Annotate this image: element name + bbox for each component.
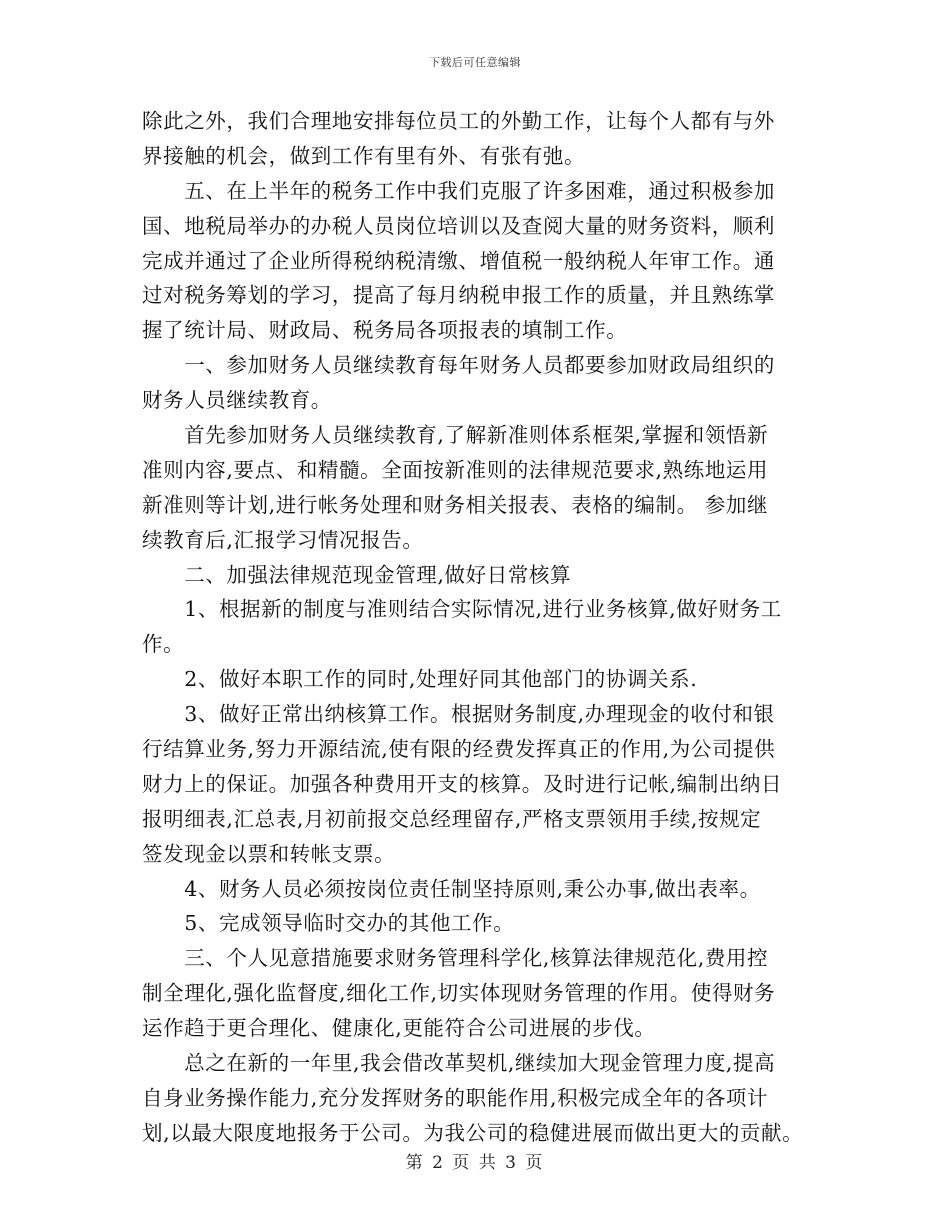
text-line: 5、完成领导临时交办的其他工作。 <box>142 911 515 936</box>
text-line: 准则内容,要点、和精髓。全面按新准则的法律规范要求,熟练地运用 <box>142 457 769 482</box>
text-line: 制全理化,强化监督度,细化工作,切实体现财务管理的作用。使得财务 <box>142 981 776 1006</box>
text-line: 签发现金以票和转帐支票。 <box>142 841 396 866</box>
text-line: 握了统计局、财政局、税务局各项报表的填制工作。 <box>142 318 628 343</box>
text-line: 除此之外，我们合理地安排每位员工的外勤工作，让每个人都有与外 <box>142 109 775 133</box>
text-line: 自身业务操作能力,充分发挥财务的职能作用,积极完成全年的各项计 <box>142 1085 769 1110</box>
text-line: 运作趋于更合理化、健康化,更能符合公司进展的步伐。 <box>142 1016 656 1041</box>
text-line: 过对税务筹划的学习，提高了每月纳税申报工作的质量，并且熟练掌 <box>142 283 775 308</box>
page-number: 第 2 页 共 3 页 <box>405 1153 545 1173</box>
text-line: 完成并通过了企业所得税纳税清缴、增值税一般纳税人年审工作。通 <box>142 248 775 273</box>
text-line: 首先参加财务人员继续教育,了解新准则体系框架,掌握和领悟新 <box>142 423 769 448</box>
text-line: 划,以最大限度地报务于公司。为我公司的稳健进展而做出更大的贡献。 <box>142 1120 804 1145</box>
text-line: 一、参加财务人员继续教育每年财务人员都要参加财政局组织的 <box>142 353 775 378</box>
text-line: 报明细表,汇总表,月初前报交总经理留存,严格支票领用手续,按规定 <box>142 806 762 831</box>
text-line: 新准则等计划,进行帐务处理和财务相关报表、表格的编制。 参加继 <box>142 492 769 517</box>
text-line: 行结算业务,努力开源结流,使有限的经费发挥真正的作用,为公司提供 <box>142 737 776 762</box>
text-line: 总之在新的一年里,我会借改革契机,继续加大现金管理力度,提高 <box>142 1051 776 1076</box>
text-line: 国、地税局举办的办税人员岗位培训以及查阅大量的财务资料，顺利 <box>142 213 775 238</box>
text-line: 续教育后,汇报学习情况报告。 <box>142 527 424 552</box>
text-line: 二、加强法律规范现金管理,做好日常核算 <box>142 562 572 587</box>
text-line: 3、做好正常出纳核算工作。根据财务制度,办理现金的收付和银 <box>142 702 775 727</box>
text-line: 2、做好本职工作的同时,处理好同其他部门的协调关系. <box>142 667 698 692</box>
text-line: 界接触的机会，做到工作有里有外、有张有弛。 <box>142 143 586 168</box>
text-line: 五、在上半年的税务工作中我们克服了许多困难，通过积极参加 <box>142 178 775 203</box>
text-line: 财力上的保证。加强各种费用开支的核算。及时进行记帐,编制出纳日 <box>142 771 783 796</box>
text-line: 三、个人见意措施要求财务管理科学化,核算法律规范化,费用控 <box>142 946 769 971</box>
text-line: 4、财务人员必须按岗位责任制坚持原则,秉公办事,做出表率。 <box>142 876 761 901</box>
text-line: 1、根据新的制度与准则结合实际情况,进行业务核算,做好财务工 <box>142 597 782 622</box>
document-body <box>142 104 820 1151</box>
text-line: 财务人员继续教育。 <box>142 388 332 413</box>
text-line: 作。 <box>142 632 185 657</box>
page-header: 下载后可任意编辑 <box>429 56 521 69</box>
